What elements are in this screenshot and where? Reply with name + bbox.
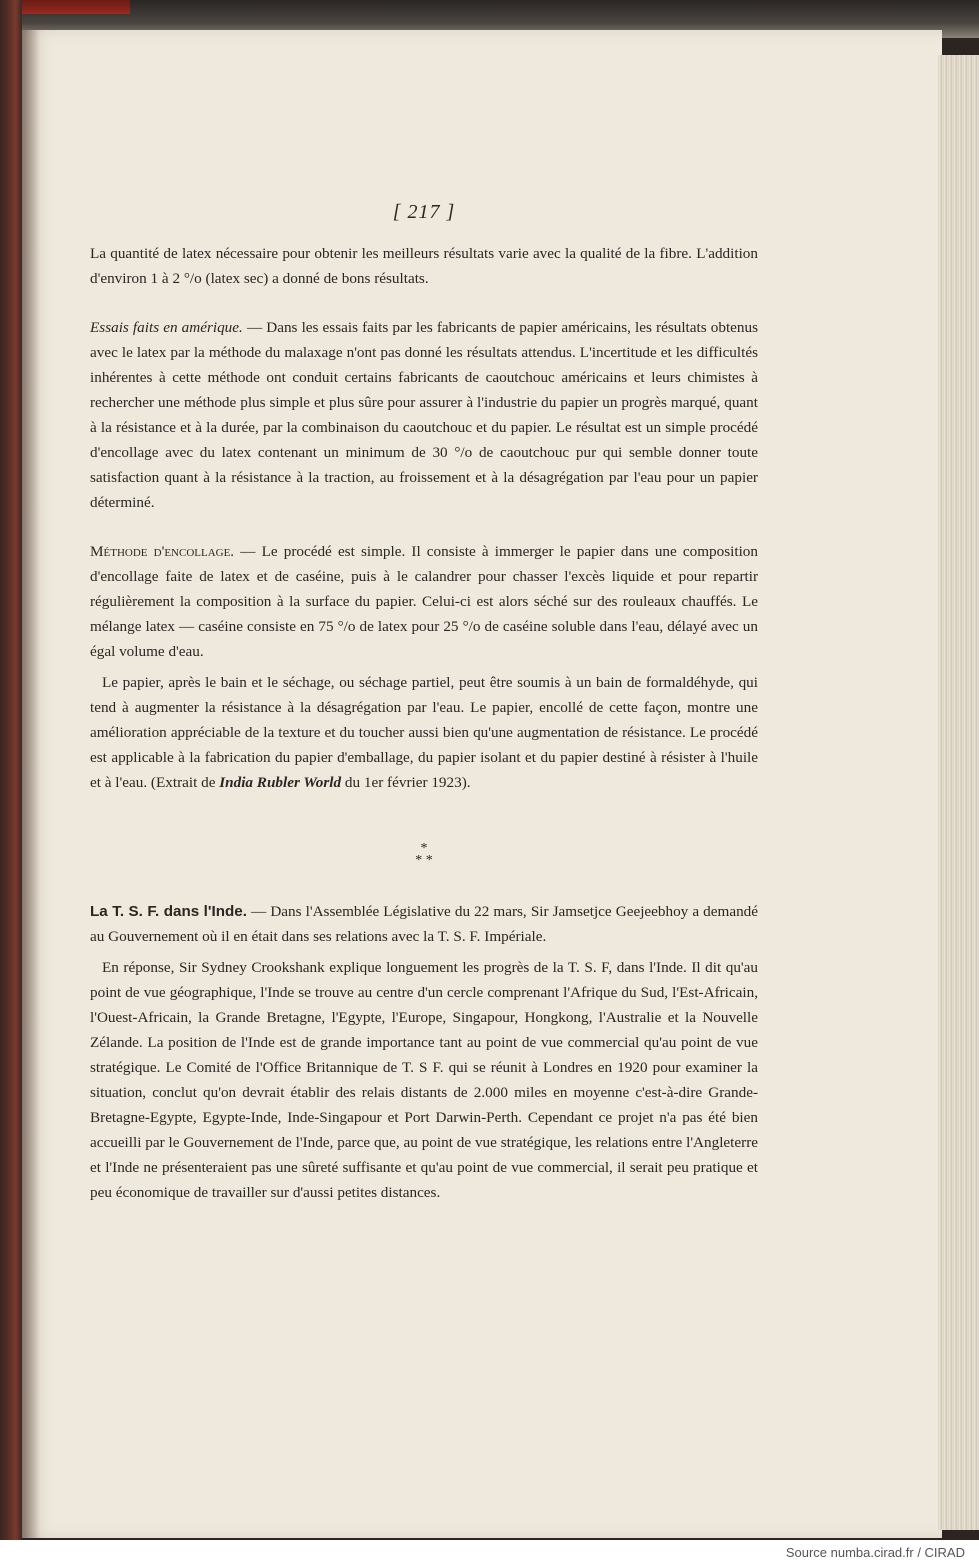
paragraph-papier <box>90 670 758 795</box>
page-content <box>90 200 758 1205</box>
section-heading-methode: Méthode d'encollage. <box>90 543 235 560</box>
paragraph-essais <box>90 315 758 515</box>
paragraph-essais-text: — Dans les essais faits par les fabricants de papier américains, les résultats obtenus avec le latex par la méthode du malaxage n'ont pas donné les résultats attendus. L'incertitude et les difficultés inhérentes à cette méthode ont conduit certains fabricants de caoutchouc américains et leurs chimistes à rechercher une méthode plus simple et plus sûre pour assurer à l'industrie du papier un progrès marqué, quant à la résistance et à la durée, par la combinaison du caoutchouc et du papier. Le résultat est un simple procédé d'encollage avec du latex contenant un minimum de 30 °/o de caoutchouc pur qui semble donner toute satisfaction quant à la résistance à la traction, au froissement et à la désagrégation par l'eau pour un papier déterminé. <box>90 319 758 511</box>
section-heading-essais: Essais faits en amérique. <box>90 319 243 336</box>
paragraph-methode-text: — Le procédé est simple. Il consiste à immerger le papier dans une composition d'encollage faite de latex et de caséine, puis à le calandrer pour chasser l'excès liquide et pour repartir régulièrement la composition à la surface du papier. Celui-ci est alors séché sur des rouleaux chauffés. Le mélange latex — caséine consiste en 75 °/o de latex pour 25 °/o de caséine soluble dans l'eau, délayé avec un égal volume d'eau. <box>90 543 758 660</box>
paragraph-papier-end: du 1er février 1923). <box>341 774 471 791</box>
paragraph-tsf-text: — Dans l'Assemblée Législative du 22 mars, Sir Jamsetjce Geejeebhoy a demandé au Gouvernement où il en était dans ses relations avec la T. S. F. Impériale. <box>90 903 759 945</box>
section-heading-tsf: La T. S. F. dans l'Inde. <box>90 903 247 920</box>
paragraph-methode <box>90 539 758 664</box>
separator-star-top: * <box>420 841 428 856</box>
source-credit: Source numba.cirad.fr / CIRAD <box>785 1545 965 1560</box>
book-cover-edge <box>0 0 22 1540</box>
journal-title: India Rubler World <box>219 774 342 791</box>
page-number: [ 217 ] <box>392 201 456 223</box>
separator-stars-bottom: * * <box>415 853 433 868</box>
paragraph-tsf <box>90 899 758 949</box>
page-stack-edges <box>938 55 979 1530</box>
paragraph-latex-quantity: La quantité de latex nécessaire pour obtenir les meilleurs résultats varie avec la qualité de la fibre. L'addition d'environ 1 à 2 °/o (latex sec) a donné de bons résultats. <box>90 245 758 287</box>
section-separator <box>90 843 758 867</box>
paragraph-papier-text: Le papier, après le bain et le séchage, ou séchage partiel, peut être soumis à un bain de formaldéhyde, qui tend à augmenter la résistance à la désagrégation par l'eau. Le papier, encollé de cette façon, montre une amélioration appréciable de la texture et du toucher aussi bien qu'une augmentation de résistance. Le procédé est applicable à la fabrication du papier d'emballage, du papier isolant et du papier destiné à résister à l'huile et à l'eau. (Extrait de <box>90 674 758 791</box>
paragraph-reponse: En réponse, Sir Sydney Crookshank explique longuement les progrès de la T. S. F, dans l'Inde. Il dit qu'au point de vue géographique, l'Inde se trouve au centre d'un cercle comprenant l'Afrique du Sud, l'Est-Africain, l'Ouest-Africain, la Grande Bretagne, l'Egypte, l'Europe, Singapour, Hongkong, l'Australie et la Nouvelle Zélande. La position de l'Inde est de grande importance tant au point de vue commercial qu'au point de vue stratégique. Le Comité de l'Office Britannique de T. S F. qui se réunit à Londres en 1920 pour examiner la situation, conclut qu'on devrait établir des relais distants de 2.000 miles en moyenne c'est-à-dire Grande-Bretagne-Egypte, Egypte-Inde, Inde-Singapour et Port Darwin-Perth. Cependant ce projet n'a pas été bien accueilli par le Gouvernement de l'Inde, parce que, au point de vue stratégique, les relations entre l'Angleterre et l'Inde ne présenteraient pas une sûreté suffisante et qu'au point de vue commercial, il serait peu pratique et peu économique de travailler sur d'aussi petites distances. <box>90 959 758 1201</box>
gutter-shadow <box>22 30 40 1538</box>
